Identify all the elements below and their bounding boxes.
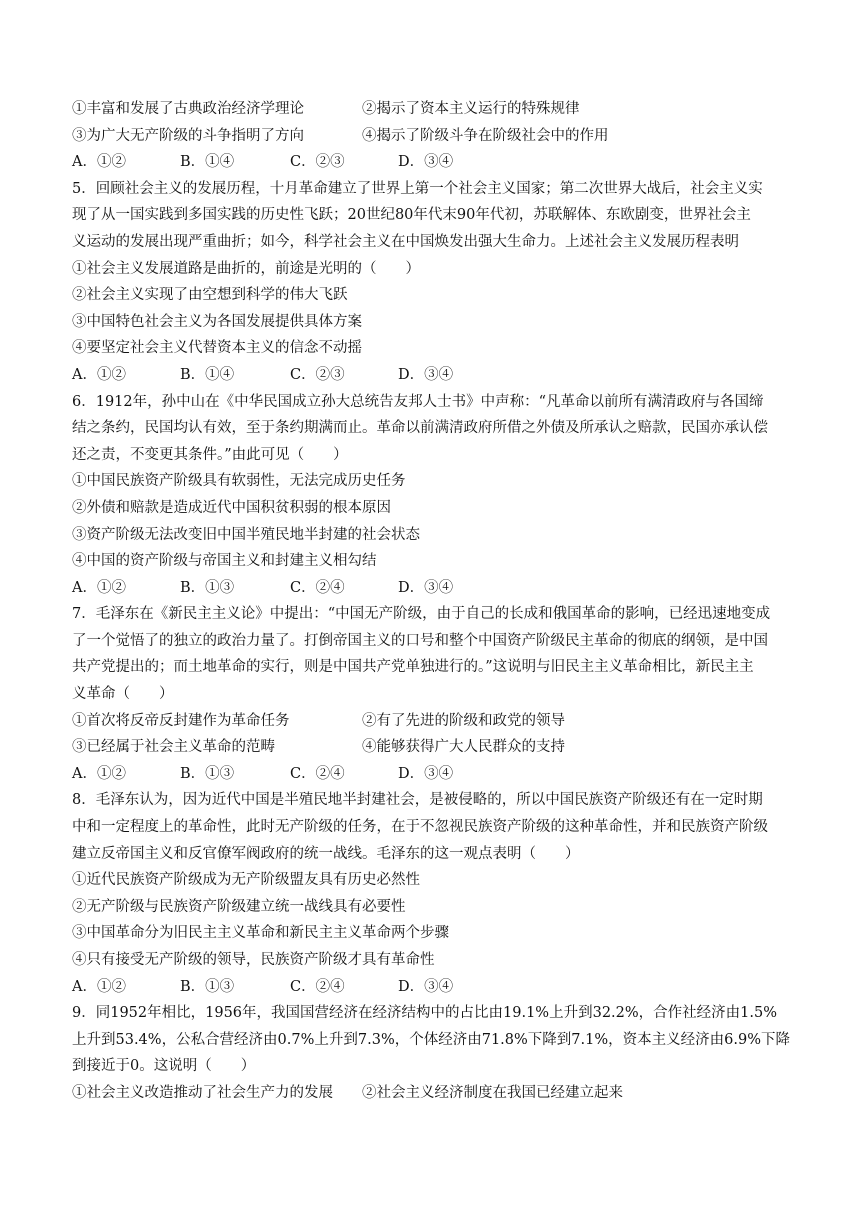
q7-stem-line-4: 义革命（ ） bbox=[72, 686, 174, 703]
q5-option-4: ④要坚定社会主义代替资本主义的信念不动摇 bbox=[72, 340, 362, 357]
q6-stem-line-1: 6．1912年，孙中山在《中华民国成立孙大总统告友邦人士书》中声称：“凡革命以前所有满清政府与各国缔 bbox=[72, 393, 764, 410]
q8-option-1: ①近代民族资产阶级成为无产阶级盟友具有历史必然性 bbox=[72, 872, 420, 889]
q6-option-2: ②外债和赔款是造成近代中国积贫积弱的根本原因 bbox=[72, 499, 391, 516]
q5-answer-c: C．②③ bbox=[290, 366, 345, 383]
q5-stem-line-3: 义运动的发展出现严重曲折；如今，科学社会主义在中国焕发出强大生命力。上述社会主义发展历程表明 bbox=[72, 233, 739, 250]
q5-option-1: ①社会主义发展道路是曲折的，前途是光明的（ ） bbox=[72, 260, 420, 277]
exam-page bbox=[72, 96, 796, 1107]
q5-stem-line-1: 5．回顾社会主义的发展历程，十月革命建立了世界上第一个社会主义国家；第二次世界大战后，社会主义实 bbox=[72, 180, 763, 197]
q8-answers bbox=[72, 974, 796, 1001]
q7-answer-d: D．③④ bbox=[398, 765, 454, 782]
q9-stem-line-1: 9．同1952年相比，1956年，我国国营经济在经济结构中的占比由19.1%上升到32.2%，合作社经济由1.5% bbox=[72, 1005, 777, 1022]
q6-option-1: ①中国民族资产阶级具有软弱性，无法完成历史任务 bbox=[72, 473, 406, 490]
q7-stem-line-1: 7．毛泽东在《新民主主义论》中提出：“中国无产阶级，由于自己的长成和俄国革命的影响，已经迅速地变成 bbox=[72, 606, 771, 623]
q7-stem-line-3: 共产党提出的；而土地革命的实行，则是中国共产党单独进行的。”这说明与旧民主主义革命相比，新民主主 bbox=[72, 659, 754, 676]
q4-option-2: ②揭示了资本主义运行的特殊规律 bbox=[362, 101, 580, 117]
q5-option-3: ③中国特色社会主义为各国发展提供具体方案 bbox=[72, 313, 362, 330]
q5-answer-d: D．③④ bbox=[398, 366, 454, 383]
q7-option-2: ②有了先进的阶级和政党的领导 bbox=[362, 712, 565, 729]
q4-answer-c: C．②③ bbox=[290, 154, 345, 171]
q7-answer-a: A．①② bbox=[72, 765, 126, 782]
q4-option-4: ④揭示了阶级斗争在阶级社会中的作用 bbox=[362, 127, 609, 144]
q8-answer-a: A．①② bbox=[72, 978, 126, 995]
q6-stem-line-3: 还之责，不变更其条件。”由此可见（ ） bbox=[72, 446, 348, 463]
q5-answer-a: A．①② bbox=[72, 366, 126, 383]
q7-option-3: ③已经属于社会主义革命的范畴 bbox=[72, 739, 275, 756]
q7-option-4: ④能够获得广大人民群众的支持 bbox=[362, 739, 565, 756]
q5-answer-b: B．①④ bbox=[180, 366, 235, 383]
q9-option-1: ①社会主义改造推动了社会生产力的发展 bbox=[72, 1084, 333, 1101]
q7-options-row-2 bbox=[72, 734, 796, 761]
q6-option-4: ④中国的资产阶级与帝国主义和封建主义相勾结 bbox=[72, 553, 377, 570]
q6-stem-line-2: 结之条约，民国均认有效，至于条约期满而止。革命以前满清政府所借之外债及所承认之赔款，民国亦承认偿 bbox=[72, 420, 768, 437]
q7-stem-line-2: 了一个觉悟了的独立的政治力量了。打倒帝国主义的口号和整个中国资产阶级民主革命的彻底的纲领，是中国 bbox=[72, 632, 768, 649]
q7-answer-c: C．②④ bbox=[290, 765, 345, 782]
q8-option-4: ④只有接受无产阶级的领导，民族资产阶级才具有革命性 bbox=[72, 952, 435, 968]
q8-stem-line-3: 建立反帝国主义和反官僚军阀政府的统一战线。毛泽东的这一观点表明（ ） bbox=[72, 845, 580, 862]
q9-option-2: ②社会主义经济制度在我国已经建立起来 bbox=[362, 1084, 623, 1101]
q4-options-row-1 bbox=[72, 96, 796, 123]
q4-answer-d: D．③④ bbox=[398, 154, 454, 171]
q6-answers bbox=[72, 575, 796, 602]
q8-answer-d: D．③④ bbox=[398, 978, 454, 995]
q6-option-3: ③资产阶级无法改变旧中国半殖民地半封建的社会状态 bbox=[72, 526, 420, 543]
q4-answer-a: A．①② bbox=[72, 154, 126, 171]
q6-answer-b: B．①③ bbox=[180, 579, 235, 596]
q9-stem-line-2: 上升到53.4%，公私合营经济由0.7%上升到7.3%，个体经济由71.8%下降到7.1%，资本主义经济由6.9%下降 bbox=[72, 1031, 790, 1048]
q8-stem-line-1: 8．毛泽东认为，因为近代中国是半殖民地半封建社会，是被侵略的，所以中国民族资产阶级还有在一定时期 bbox=[72, 792, 763, 809]
q7-answer-b: B．①③ bbox=[180, 765, 235, 782]
q9-options-row-1 bbox=[72, 1080, 796, 1107]
q8-option-2: ②无产阶级与民族资产阶级建立统一战线具有必要性 bbox=[72, 898, 406, 915]
q5-answers bbox=[72, 362, 796, 389]
q7-option-1: ①首次将反帝反封建作为革命任务 bbox=[72, 712, 290, 729]
q4-answers bbox=[72, 149, 796, 176]
q4-option-3: ③为广大无产阶级的斗争指明了方向 bbox=[72, 127, 304, 144]
q6-answer-c: C．②④ bbox=[290, 579, 345, 596]
q8-answer-c: C．②④ bbox=[290, 978, 345, 995]
q4-option-1: ①丰富和发展了古典政治经济学理论 bbox=[72, 101, 304, 117]
q5-option-2: ②社会主义实现了由空想到科学的伟大飞跃 bbox=[72, 287, 348, 304]
q8-stem-line-2: 中和一定程度上的革命性，此时无产阶级的任务，在于不忽视民族资产阶级的这种革命性，并和民族资产阶级 bbox=[72, 819, 768, 836]
q6-answer-a: A．①② bbox=[72, 579, 126, 596]
q9-stem-line-3: 到接近于0。这说明（ ） bbox=[72, 1058, 256, 1075]
q5-stem-line-2: 现了从一国实践到多国实践的历史性飞跃；20世纪80年代末90年代初，苏联解体、东欧剧变，世界社会主 bbox=[72, 207, 751, 224]
q4-options-row-2 bbox=[72, 123, 796, 150]
q7-answers bbox=[72, 761, 796, 788]
q8-option-3: ③中国革命分为旧民主主义革命和新民主主义革命两个步骤 bbox=[72, 925, 449, 942]
q4-answer-b: B．①④ bbox=[180, 154, 235, 171]
q6-answer-d: D．③④ bbox=[398, 579, 454, 596]
q7-options-row-1 bbox=[72, 708, 796, 735]
q8-answer-b: B．①③ bbox=[180, 978, 235, 995]
